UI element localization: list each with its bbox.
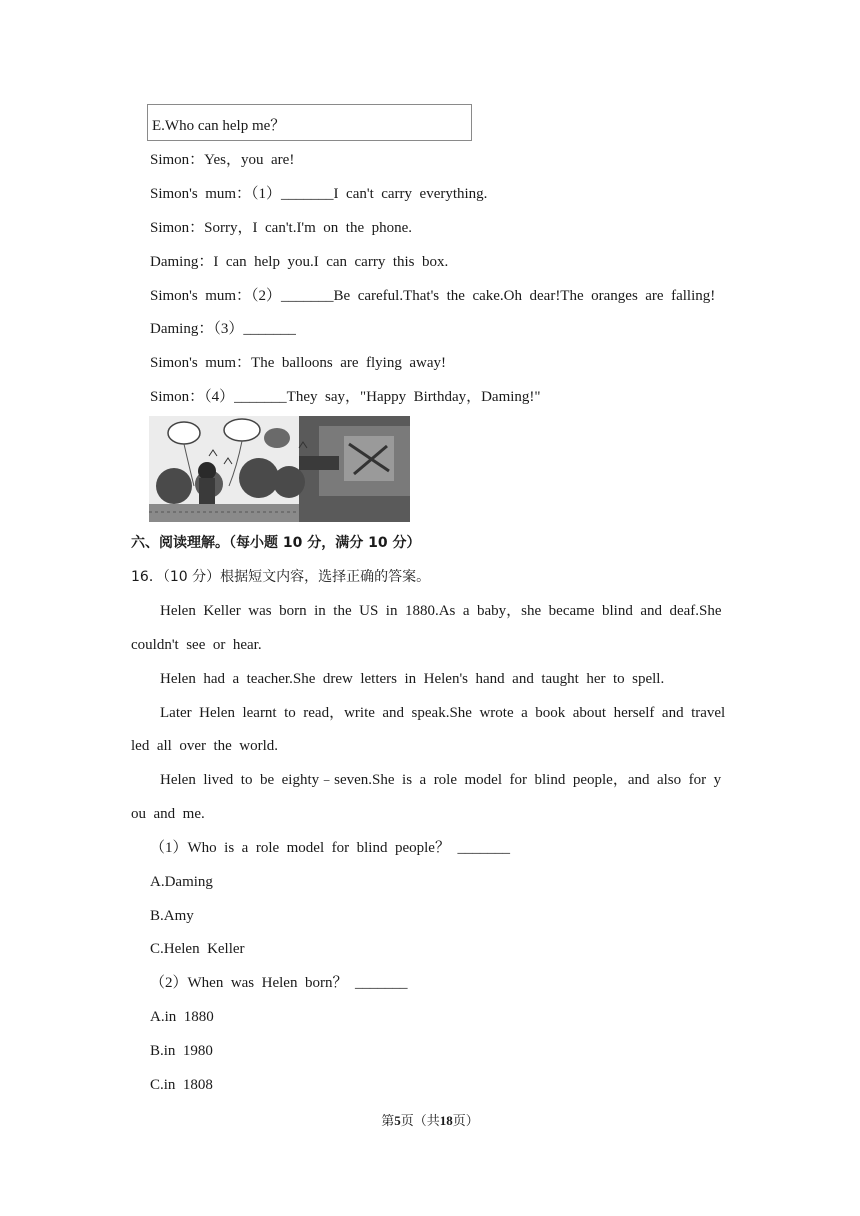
section-heading: 六、阅读理解。（每小题 10 分，满分 10 分） (131, 535, 421, 551)
birthday-balloons-illustration (149, 416, 410, 522)
dialogue-line-2: Simon's mum：（1）_______I can't carry everything. (150, 186, 488, 202)
footer-suffix: 页） (452, 1114, 479, 1129)
dialogue-line-5: Simon's mum：（2）_______Be careful.That's the cake.Oh dear!The oranges are falling! (150, 288, 716, 304)
passage-line-2: couldn't see or hear. (131, 637, 262, 653)
question-1-option-a: A.Daming (150, 874, 213, 890)
question-2-stem: （2）When was Helen born？ _______ (150, 975, 408, 991)
dialogue-line-7: Simon's mum：The balloons are flying away! (150, 355, 446, 371)
footer-middle: 页（共 (400, 1114, 440, 1129)
illustration-graphic (149, 416, 410, 522)
question-1-option-c: C.Helen Keller (150, 941, 245, 957)
dialogue-line-8: Simon：（4）_______They say，"Happy Birthday，Daming!" (150, 389, 541, 405)
question-2-option-a: A.in 1880 (150, 1009, 214, 1025)
question-intro: 16．（10 分）根据短文内容，选择正确的答案。 (131, 569, 431, 585)
passage-line-1: Helen Keller was born in the US in 1880.As a baby，she became blind and deaf.She (160, 603, 722, 619)
passage-line-5: led all over the world. (131, 738, 279, 754)
question-2-option-c: C.in 1808 (150, 1077, 213, 1093)
passage-line-4: Later Helen learnt to read，write and speak.She wrote a book about herself and travel (160, 705, 726, 721)
dialogue-line-6: Daming：（3）_______ (150, 321, 296, 337)
question-1-option-b: B.Amy (150, 908, 194, 924)
option-e-box (147, 104, 472, 141)
footer-prefix: 第 (381, 1114, 395, 1129)
passage-line-3: Helen had a teacher.She drew letters in Helen's hand and taught her to spell. (160, 671, 665, 687)
dialogue-line-3: Simon：Sorry，I can't.I'm on the phone. (150, 220, 413, 236)
footer-total-pages: 18 (439, 1113, 453, 1128)
option-e-text: E.Who can help me？ (152, 118, 286, 134)
page-footer (0, 1110, 860, 1129)
dialogue-line-1: Simon：Yes，you are! (150, 152, 295, 168)
dialogue-line-4: Daming：I can help you.I can carry this box. (150, 254, 449, 270)
question-1-stem: （1）Who is a role model for blind people？ _______ (150, 840, 510, 856)
footer-page-number: 5 (394, 1113, 401, 1128)
question-2-option-b: B.in 1980 (150, 1043, 213, 1059)
passage-line-6: Helen lived to be eighty﹣seven.She is a role model for blind people，and also for y (160, 772, 722, 788)
passage-line-7: ou and me. (131, 806, 205, 822)
